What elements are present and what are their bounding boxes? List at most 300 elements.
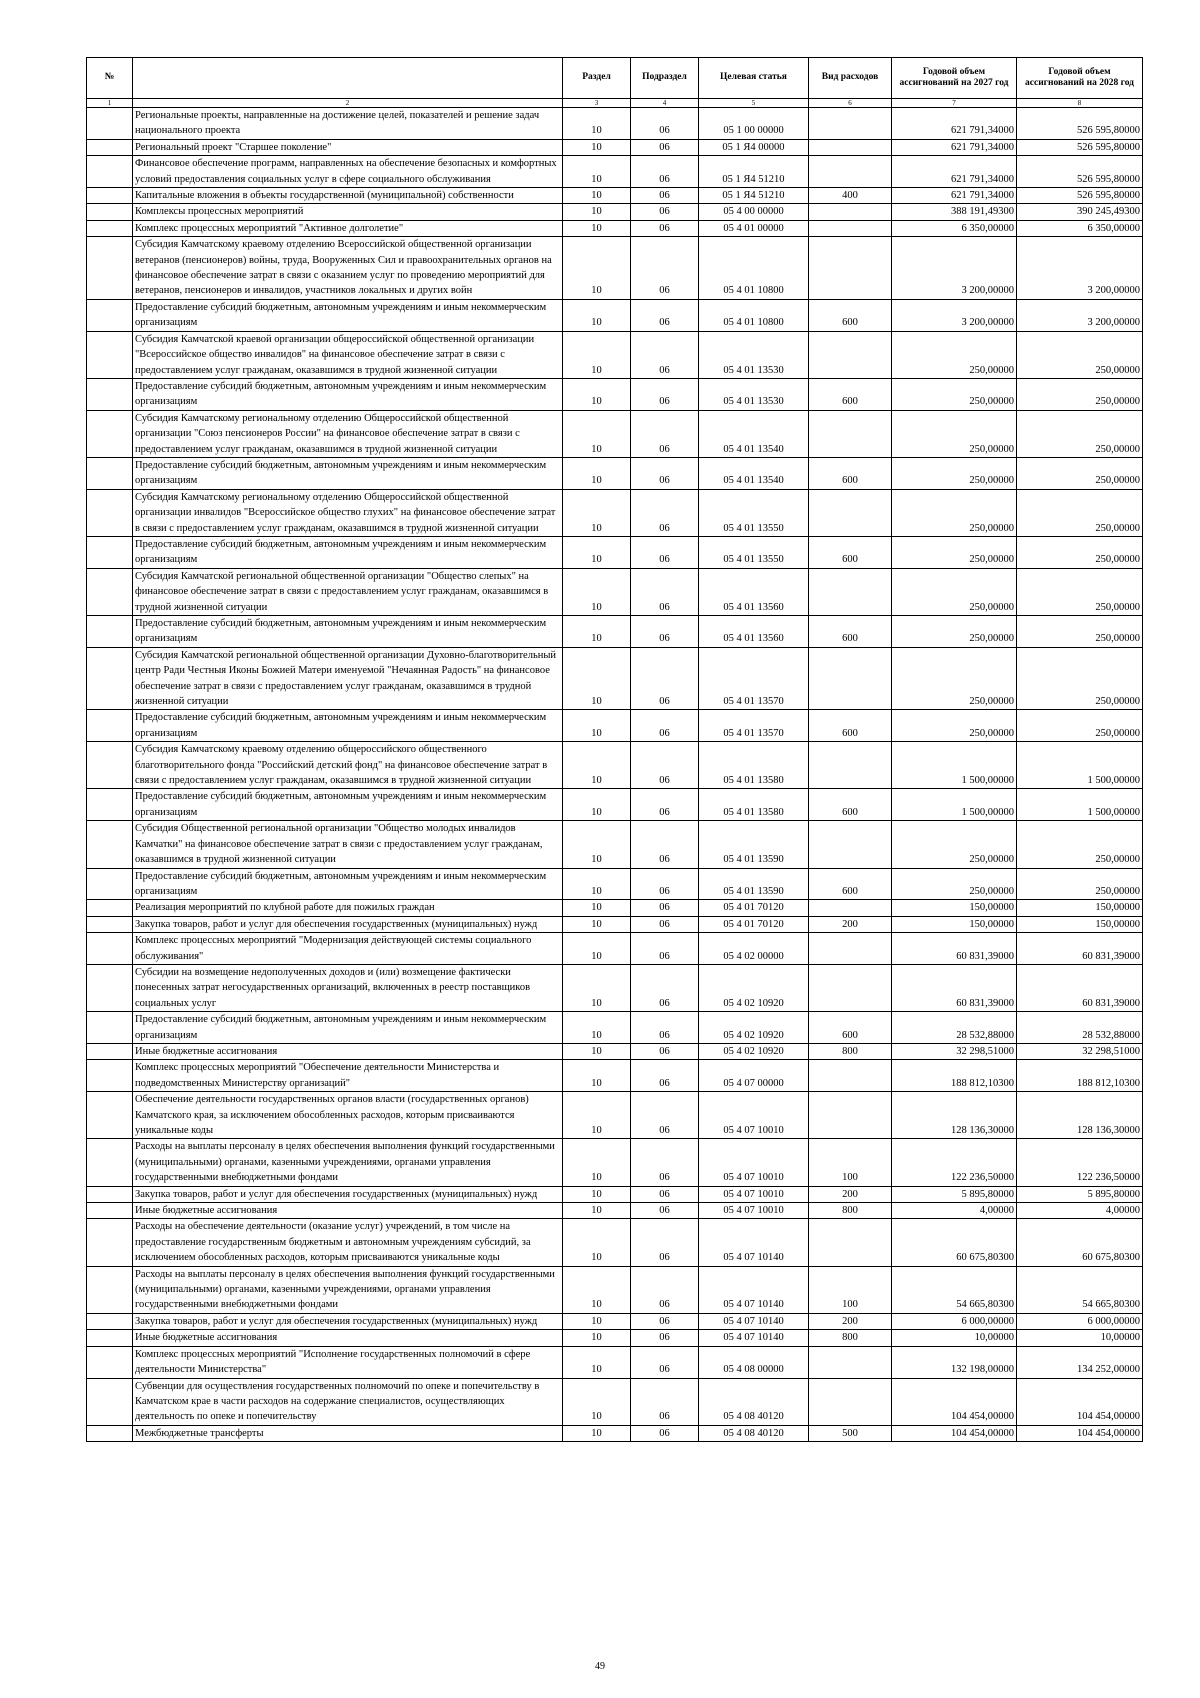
name-cell: Иные бюджетные ассигнования xyxy=(133,1043,563,1059)
column-number: 7 xyxy=(892,99,1017,108)
podrazdel-cell: 06 xyxy=(631,536,699,568)
vid-cell xyxy=(809,108,892,140)
table-row xyxy=(87,188,1143,204)
column-number: 3 xyxy=(563,99,631,108)
name-cell: Предоставление субсидий бюджетным, автономным учреждениям и иным некоммерческим организациям xyxy=(133,536,563,568)
vid-cell xyxy=(809,1219,892,1266)
vid-cell: 400 xyxy=(809,188,892,204)
header-2028: Годовой объем ассигнований на 2028 год xyxy=(1017,58,1143,99)
amount-2028-cell: 54 665,80300 xyxy=(1017,1266,1143,1313)
amount-2027-cell: 1 500,00000 xyxy=(892,742,1017,789)
amount-2027-cell: 104 454,00000 xyxy=(892,1425,1017,1441)
target-cell: 05 4 00 00000 xyxy=(699,204,809,220)
amount-2027-cell: 6 000,00000 xyxy=(892,1313,1017,1329)
no-cell xyxy=(87,1012,133,1044)
target-cell: 05 4 01 13590 xyxy=(699,868,809,900)
razdel-cell: 10 xyxy=(563,789,631,821)
no-cell xyxy=(87,331,133,378)
podrazdel-cell: 06 xyxy=(631,789,699,821)
name-cell: Комплексы процессных мероприятий xyxy=(133,204,563,220)
podrazdel-cell: 06 xyxy=(631,868,699,900)
amount-2028-cell: 134 252,00000 xyxy=(1017,1346,1143,1378)
podrazdel-cell: 06 xyxy=(631,410,699,457)
amount-2027-cell: 150,00000 xyxy=(892,916,1017,932)
amount-2027-cell: 60 831,39000 xyxy=(892,933,1017,965)
amount-2027-cell: 250,00000 xyxy=(892,647,1017,710)
podrazdel-cell: 06 xyxy=(631,742,699,789)
table-row xyxy=(87,1346,1143,1378)
table-row xyxy=(87,237,1143,300)
amount-2028-cell: 6 350,00000 xyxy=(1017,220,1143,236)
razdel-cell: 10 xyxy=(563,964,631,1011)
podrazdel-cell: 06 xyxy=(631,489,699,536)
target-cell: 05 4 07 10140 xyxy=(699,1266,809,1313)
header-podrazdel: Подраздел xyxy=(631,58,699,99)
name-cell: Предоставление субсидий бюджетным, автономным учреждениям и иным некоммерческим организациям xyxy=(133,457,563,489)
vid-cell xyxy=(809,331,892,378)
name-cell: Субсидия Камчатскому краевому отделению Всероссийской общественной организации ветеранов (пенсионеров) войны, труда, Вооруженных Сил и правоохранительных органов на финансовое обеспечение затрат в связи с оказанием услуг по проведению мероприятий для ветеранов, пенсионеров и инвалидов, участников локальных и других войн xyxy=(133,237,563,300)
table-row xyxy=(87,1043,1143,1059)
name-cell: Капитальные вложения в объекты государственной (муниципальной) собственности xyxy=(133,188,563,204)
vid-cell: 600 xyxy=(809,457,892,489)
target-cell: 05 4 07 10010 xyxy=(699,1092,809,1139)
name-cell: Субсидия Камчатской региональной общественной организации "Общество слепых" на финансовое обеспечение затрат в связи с предоставлением услуг гражданам, оказавшимся в трудной жизненной ситуации xyxy=(133,568,563,615)
no-cell xyxy=(87,1092,133,1139)
razdel-cell: 10 xyxy=(563,1313,631,1329)
table-row xyxy=(87,616,1143,648)
amount-2028-cell: 250,00000 xyxy=(1017,710,1143,742)
razdel-cell: 10 xyxy=(563,1139,631,1186)
razdel-cell: 10 xyxy=(563,139,631,155)
name-cell: Субсидия Камчатской региональной общественной организации Духовно-благотворительный центр Ради Честныя Иконы Божией Матери именуемой "Нечаянная Радость" на финансовое обеспечение затрат в связи с предоставлением услуг гражданам, оказавшимся в трудной жизненной ситуации xyxy=(133,647,563,710)
razdel-cell: 10 xyxy=(563,710,631,742)
target-cell: 05 1 Я4 51210 xyxy=(699,156,809,188)
podrazdel-cell: 06 xyxy=(631,1186,699,1202)
vid-cell: 600 xyxy=(809,868,892,900)
podrazdel-cell: 06 xyxy=(631,220,699,236)
vid-cell xyxy=(809,1060,892,1092)
target-cell: 05 4 01 70120 xyxy=(699,916,809,932)
target-cell: 05 4 07 10010 xyxy=(699,1203,809,1219)
target-cell: 05 4 02 10920 xyxy=(699,1043,809,1059)
header-row xyxy=(87,58,1143,99)
vid-cell: 200 xyxy=(809,1313,892,1329)
amount-2028-cell: 526 595,80000 xyxy=(1017,156,1143,188)
name-cell: Субсидия Камчатской краевой организации общероссийской общественной организации "Всероссийское общество инвалидов" на финансовое обеспечение затрат в связи с предоставлением услуг гражданам, оказавшимся в трудной жизненной ситуации xyxy=(133,331,563,378)
razdel-cell: 10 xyxy=(563,647,631,710)
podrazdel-cell: 06 xyxy=(631,108,699,140)
podrazdel-cell: 06 xyxy=(631,1219,699,1266)
razdel-cell: 10 xyxy=(563,1012,631,1044)
amount-2028-cell: 526 595,80000 xyxy=(1017,108,1143,140)
name-cell: Субсидия Общественной региональной организации "Общество молодых инвалидов Камчатки" на финансовое обеспечение затрат в связи с предоставлением услуг гражданам, оказавшимся в трудной жизненной ситуации xyxy=(133,821,563,868)
razdel-cell: 10 xyxy=(563,1330,631,1346)
vid-cell: 600 xyxy=(809,789,892,821)
amount-2027-cell: 122 236,50000 xyxy=(892,1139,1017,1186)
amount-2027-cell: 388 191,49300 xyxy=(892,204,1017,220)
target-cell: 05 4 01 13530 xyxy=(699,378,809,410)
no-cell xyxy=(87,220,133,236)
target-cell: 05 4 01 13570 xyxy=(699,710,809,742)
vid-cell: 600 xyxy=(809,299,892,331)
razdel-cell: 10 xyxy=(563,1043,631,1059)
name-cell: Межбюджетные трансферты xyxy=(133,1425,563,1441)
no-cell xyxy=(87,108,133,140)
amount-2027-cell: 6 350,00000 xyxy=(892,220,1017,236)
vid-cell xyxy=(809,568,892,615)
table-row xyxy=(87,742,1143,789)
table-row xyxy=(87,156,1143,188)
podrazdel-cell: 06 xyxy=(631,616,699,648)
amount-2027-cell: 104 454,00000 xyxy=(892,1378,1017,1425)
table-row xyxy=(87,220,1143,236)
amount-2027-cell: 28 532,88000 xyxy=(892,1012,1017,1044)
table-row xyxy=(87,1012,1143,1044)
table-row xyxy=(87,1203,1143,1219)
target-cell: 05 4 01 13540 xyxy=(699,410,809,457)
amount-2028-cell: 6 000,00000 xyxy=(1017,1313,1143,1329)
amount-2027-cell: 250,00000 xyxy=(892,568,1017,615)
amount-2027-cell: 621 791,34000 xyxy=(892,156,1017,188)
name-cell: Обеспечение деятельности государственных органов власти (государственных органов) Камчатского края, за исключением обособленных расходов, которым присваиваются уникальные коды xyxy=(133,1092,563,1139)
column-number: 6 xyxy=(809,99,892,108)
amount-2028-cell: 1 500,00000 xyxy=(1017,742,1143,789)
no-cell xyxy=(87,710,133,742)
vid-cell xyxy=(809,742,892,789)
vid-cell: 500 xyxy=(809,1425,892,1441)
name-cell: Комплекс процессных мероприятий "Обеспечение деятельности Министерства и подведомственных Министерству организаций" xyxy=(133,1060,563,1092)
amount-2027-cell: 250,00000 xyxy=(892,616,1017,648)
target-cell: 05 4 01 13580 xyxy=(699,789,809,821)
name-cell: Закупка товаров, работ и услуг для обеспечения государственных (муниципальных) нужд xyxy=(133,916,563,932)
razdel-cell: 10 xyxy=(563,237,631,300)
podrazdel-cell: 06 xyxy=(631,821,699,868)
amount-2027-cell: 250,00000 xyxy=(892,378,1017,410)
amount-2028-cell: 3 200,00000 xyxy=(1017,299,1143,331)
no-cell xyxy=(87,647,133,710)
amount-2028-cell: 128 136,30000 xyxy=(1017,1092,1143,1139)
vid-cell xyxy=(809,156,892,188)
amount-2028-cell: 150,00000 xyxy=(1017,900,1143,916)
target-cell: 05 4 01 10800 xyxy=(699,299,809,331)
vid-cell xyxy=(809,1092,892,1139)
table-row xyxy=(87,108,1143,140)
amount-2027-cell: 3 200,00000 xyxy=(892,237,1017,300)
no-cell xyxy=(87,156,133,188)
amount-2027-cell: 250,00000 xyxy=(892,868,1017,900)
table-row xyxy=(87,789,1143,821)
header-target: Целевая статья xyxy=(699,58,809,99)
target-cell: 05 4 07 10140 xyxy=(699,1313,809,1329)
table-row xyxy=(87,536,1143,568)
table-row xyxy=(87,933,1143,965)
podrazdel-cell: 06 xyxy=(631,378,699,410)
amount-2027-cell: 5 895,80000 xyxy=(892,1186,1017,1202)
name-cell: Комплекс процессных мероприятий "Модернизация действующей системы социального обслуживания" xyxy=(133,933,563,965)
target-cell: 05 4 07 10010 xyxy=(699,1186,809,1202)
column-number: 8 xyxy=(1017,99,1143,108)
razdel-cell: 10 xyxy=(563,156,631,188)
podrazdel-cell: 06 xyxy=(631,204,699,220)
no-cell xyxy=(87,821,133,868)
column-number-row xyxy=(87,99,1143,108)
table-row xyxy=(87,1060,1143,1092)
amount-2027-cell: 250,00000 xyxy=(892,410,1017,457)
amount-2028-cell: 60 831,39000 xyxy=(1017,964,1143,1011)
target-cell: 05 4 01 13570 xyxy=(699,647,809,710)
amount-2027-cell: 60 675,80300 xyxy=(892,1219,1017,1266)
razdel-cell: 10 xyxy=(563,378,631,410)
table-row xyxy=(87,139,1143,155)
razdel-cell: 10 xyxy=(563,742,631,789)
target-cell: 05 4 07 10140 xyxy=(699,1219,809,1266)
amount-2028-cell: 250,00000 xyxy=(1017,457,1143,489)
vid-cell: 800 xyxy=(809,1330,892,1346)
vid-cell xyxy=(809,220,892,236)
target-cell: 05 1 Я4 00000 xyxy=(699,139,809,155)
table-row xyxy=(87,1330,1143,1346)
vid-cell: 200 xyxy=(809,916,892,932)
name-cell: Предоставление субсидий бюджетным, автономным учреждениям и иным некоммерческим организациям xyxy=(133,378,563,410)
no-cell xyxy=(87,916,133,932)
razdel-cell: 10 xyxy=(563,1186,631,1202)
amount-2028-cell: 104 454,00000 xyxy=(1017,1425,1143,1441)
razdel-cell: 10 xyxy=(563,331,631,378)
razdel-cell: 10 xyxy=(563,299,631,331)
podrazdel-cell: 06 xyxy=(631,647,699,710)
table-row xyxy=(87,964,1143,1011)
name-cell: Расходы на выплаты персоналу в целях обеспечения выполнения функций государственными (муниципальными) органами, казенными учреждениями, органами управления государственными внебюджетными фондами xyxy=(133,1266,563,1313)
table-row xyxy=(87,457,1143,489)
vid-cell xyxy=(809,204,892,220)
amount-2028-cell: 3 200,00000 xyxy=(1017,237,1143,300)
target-cell: 05 4 01 70120 xyxy=(699,900,809,916)
no-cell xyxy=(87,1043,133,1059)
no-cell xyxy=(87,789,133,821)
target-cell: 05 4 01 13560 xyxy=(699,568,809,615)
name-cell: Региональный проект "Старшее поколение" xyxy=(133,139,563,155)
name-cell: Предоставление субсидий бюджетным, автономным учреждениям и иным некоммерческим организациям xyxy=(133,710,563,742)
header-2027: Годовой объем ассигнований на 2027 год xyxy=(892,58,1017,99)
razdel-cell: 10 xyxy=(563,1378,631,1425)
name-cell: Закупка товаров, работ и услуг для обеспечения государственных (муниципальных) нужд xyxy=(133,1313,563,1329)
amount-2028-cell: 10,00000 xyxy=(1017,1330,1143,1346)
amount-2028-cell: 250,00000 xyxy=(1017,331,1143,378)
amount-2027-cell: 621 791,34000 xyxy=(892,108,1017,140)
target-cell: 05 4 01 13540 xyxy=(699,457,809,489)
razdel-cell: 10 xyxy=(563,188,631,204)
vid-cell xyxy=(809,933,892,965)
target-cell: 05 4 01 13550 xyxy=(699,489,809,536)
podrazdel-cell: 06 xyxy=(631,139,699,155)
no-cell xyxy=(87,188,133,204)
page-number: 49 xyxy=(595,1661,605,1672)
razdel-cell: 10 xyxy=(563,933,631,965)
razdel-cell: 10 xyxy=(563,220,631,236)
amount-2027-cell: 250,00000 xyxy=(892,536,1017,568)
razdel-cell: 10 xyxy=(563,536,631,568)
vid-cell: 200 xyxy=(809,1186,892,1202)
table-row xyxy=(87,299,1143,331)
podrazdel-cell: 06 xyxy=(631,1425,699,1441)
razdel-cell: 10 xyxy=(563,108,631,140)
target-cell: 05 4 07 00000 xyxy=(699,1060,809,1092)
table-row xyxy=(87,1186,1143,1202)
podrazdel-cell: 06 xyxy=(631,331,699,378)
razdel-cell: 10 xyxy=(563,1203,631,1219)
table-row xyxy=(87,647,1143,710)
table-row xyxy=(87,1313,1143,1329)
vid-cell: 100 xyxy=(809,1139,892,1186)
razdel-cell: 10 xyxy=(563,1266,631,1313)
podrazdel-cell: 06 xyxy=(631,1346,699,1378)
podrazdel-cell: 06 xyxy=(631,1203,699,1219)
vid-cell xyxy=(809,900,892,916)
razdel-cell: 10 xyxy=(563,204,631,220)
razdel-cell: 10 xyxy=(563,1425,631,1441)
no-cell xyxy=(87,1313,133,1329)
target-cell: 05 4 08 40120 xyxy=(699,1425,809,1441)
table-row xyxy=(87,568,1143,615)
budget-table xyxy=(86,57,1143,1442)
table-row xyxy=(87,821,1143,868)
table-row xyxy=(87,1139,1143,1186)
no-cell xyxy=(87,1186,133,1202)
vid-cell xyxy=(809,821,892,868)
podrazdel-cell: 06 xyxy=(631,299,699,331)
amount-2028-cell: 32 298,51000 xyxy=(1017,1043,1143,1059)
name-cell: Комплекс процессных мероприятий "Исполнение государственных полномочий в сфере деятельности Министерства" xyxy=(133,1346,563,1378)
amount-2027-cell: 3 200,00000 xyxy=(892,299,1017,331)
razdel-cell: 10 xyxy=(563,900,631,916)
target-cell: 05 4 01 13550 xyxy=(699,536,809,568)
no-cell xyxy=(87,868,133,900)
podrazdel-cell: 06 xyxy=(631,156,699,188)
name-cell: Субсидия Камчатскому региональному отделению Общероссийской общественной организации инвалидов "Всероссийское общество глухих" на финансовое обеспечение затрат в связи с предоставлением услуг гражданам, оказавшимся в трудной жизненной ситуации xyxy=(133,489,563,536)
amount-2027-cell: 10,00000 xyxy=(892,1330,1017,1346)
podrazdel-cell: 06 xyxy=(631,1378,699,1425)
no-cell xyxy=(87,237,133,300)
table-row xyxy=(87,489,1143,536)
target-cell: 05 4 01 13590 xyxy=(699,821,809,868)
name-cell: Расходы на обеспечение деятельности (оказание услуг) учреждений, в том числе на предоставление государственным бюджетным и автономным учреждениям субсидий, за исключением обособленных расходов, которым присваиваются уникальные коды xyxy=(133,1219,563,1266)
amount-2028-cell: 526 595,80000 xyxy=(1017,139,1143,155)
column-number: 1 xyxy=(87,99,133,108)
vid-cell xyxy=(809,237,892,300)
no-cell xyxy=(87,536,133,568)
podrazdel-cell: 06 xyxy=(631,933,699,965)
amount-2027-cell: 250,00000 xyxy=(892,821,1017,868)
column-number: 4 xyxy=(631,99,699,108)
target-cell: 05 4 07 10140 xyxy=(699,1330,809,1346)
vid-cell xyxy=(809,964,892,1011)
amount-2028-cell: 526 595,80000 xyxy=(1017,188,1143,204)
amount-2028-cell: 5 895,80000 xyxy=(1017,1186,1143,1202)
podrazdel-cell: 06 xyxy=(631,1012,699,1044)
amount-2028-cell: 104 454,00000 xyxy=(1017,1378,1143,1425)
razdel-cell: 10 xyxy=(563,568,631,615)
target-cell: 05 4 08 40120 xyxy=(699,1378,809,1425)
target-cell: 05 4 01 13580 xyxy=(699,742,809,789)
name-cell: Закупка товаров, работ и услуг для обеспечения государственных (муниципальных) нужд xyxy=(133,1186,563,1202)
header-name xyxy=(133,58,563,99)
podrazdel-cell: 06 xyxy=(631,710,699,742)
vid-cell: 600 xyxy=(809,710,892,742)
no-cell xyxy=(87,742,133,789)
vid-cell xyxy=(809,489,892,536)
amount-2028-cell: 250,00000 xyxy=(1017,647,1143,710)
amount-2028-cell: 250,00000 xyxy=(1017,821,1143,868)
name-cell: Предоставление субсидий бюджетным, автономным учреждениям и иным некоммерческим организациям xyxy=(133,616,563,648)
column-number: 2 xyxy=(133,99,563,108)
podrazdel-cell: 06 xyxy=(631,1043,699,1059)
table-row xyxy=(87,1266,1143,1313)
name-cell: Субсидия Камчатскому краевому отделению общероссийского общественного благотворительного фонда "Российский детский фонд" на финансовое обеспечение затрат в связи с предоставлением услуг гражданам, оказавшимся в трудной жизненной ситуации xyxy=(133,742,563,789)
amount-2028-cell: 60 831,39000 xyxy=(1017,933,1143,965)
amount-2027-cell: 60 831,39000 xyxy=(892,964,1017,1011)
podrazdel-cell: 06 xyxy=(631,188,699,204)
no-cell xyxy=(87,964,133,1011)
target-cell: 05 1 00 00000 xyxy=(699,108,809,140)
razdel-cell: 10 xyxy=(563,1346,631,1378)
table-row xyxy=(87,1219,1143,1266)
podrazdel-cell: 06 xyxy=(631,237,699,300)
podrazdel-cell: 06 xyxy=(631,457,699,489)
target-cell: 05 4 01 00000 xyxy=(699,220,809,236)
amount-2028-cell: 250,00000 xyxy=(1017,378,1143,410)
no-cell xyxy=(87,933,133,965)
name-cell: Иные бюджетные ассигнования xyxy=(133,1330,563,1346)
no-cell xyxy=(87,1425,133,1441)
table-row xyxy=(87,1092,1143,1139)
target-cell: 05 4 07 10010 xyxy=(699,1139,809,1186)
no-cell xyxy=(87,1330,133,1346)
amount-2028-cell: 122 236,50000 xyxy=(1017,1139,1143,1186)
amount-2028-cell: 250,00000 xyxy=(1017,410,1143,457)
podrazdel-cell: 06 xyxy=(631,916,699,932)
name-cell: Субсидии на возмещение недополученных доходов и (или) возмещение фактически понесенных затрат негосударственных организаций, включенных в реестр поставщиков социальных услуг xyxy=(133,964,563,1011)
amount-2027-cell: 621 791,34000 xyxy=(892,139,1017,155)
razdel-cell: 10 xyxy=(563,868,631,900)
vid-cell: 600 xyxy=(809,1012,892,1044)
podrazdel-cell: 06 xyxy=(631,964,699,1011)
vid-cell: 600 xyxy=(809,378,892,410)
no-cell xyxy=(87,1346,133,1378)
vid-cell xyxy=(809,1378,892,1425)
vid-cell xyxy=(809,1346,892,1378)
no-cell xyxy=(87,1060,133,1092)
podrazdel-cell: 06 xyxy=(631,568,699,615)
amount-2028-cell: 4,00000 xyxy=(1017,1203,1143,1219)
target-cell: 05 4 02 10920 xyxy=(699,964,809,1011)
amount-2027-cell: 250,00000 xyxy=(892,489,1017,536)
target-cell: 05 4 01 13530 xyxy=(699,331,809,378)
amount-2028-cell: 150,00000 xyxy=(1017,916,1143,932)
amount-2027-cell: 128 136,30000 xyxy=(892,1092,1017,1139)
header-vid: Вид расходов xyxy=(809,58,892,99)
amount-2027-cell: 250,00000 xyxy=(892,710,1017,742)
vid-cell: 600 xyxy=(809,616,892,648)
table-row xyxy=(87,331,1143,378)
name-cell: Реализация мероприятий по клубной работе для пожилых граждан xyxy=(133,900,563,916)
no-cell xyxy=(87,1378,133,1425)
no-cell xyxy=(87,457,133,489)
header-no: № xyxy=(87,58,133,99)
amount-2027-cell: 54 665,80300 xyxy=(892,1266,1017,1313)
amount-2027-cell: 4,00000 xyxy=(892,1203,1017,1219)
amount-2028-cell: 1 500,00000 xyxy=(1017,789,1143,821)
amount-2027-cell: 250,00000 xyxy=(892,457,1017,489)
